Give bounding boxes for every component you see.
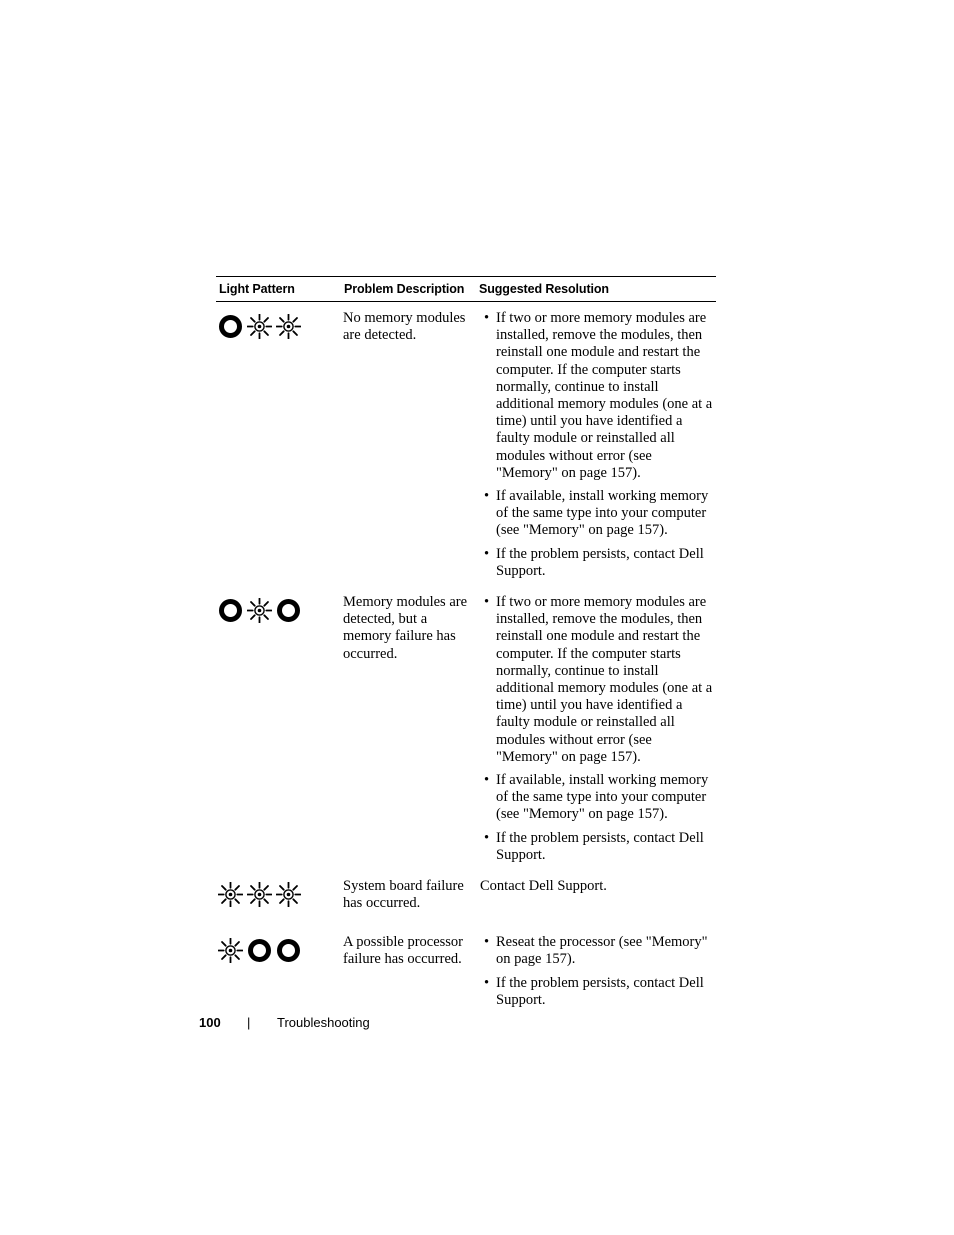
resolution-item: • If two or more memory modules are installed, remove the modules, then reinstall one module and restart the computer. If the computer starts normally, continue to install additional memory modules (one at a time) until you have identified a faulty module or reinstalled all modules without error (see "Memory" on page 157).: [480, 310, 716, 482]
table-row: [216, 870, 716, 926]
light-on-icon: [247, 882, 272, 907]
resolution-item: • If available, install working memory of the same type into your computer (see "Memory" on page 157).: [480, 772, 716, 824]
suggested-resolution: [476, 870, 716, 926]
light-pattern-cell: [216, 302, 341, 587]
troubleshooting-table: [216, 276, 716, 1015]
light-off-icon: [276, 598, 301, 623]
table-row: [216, 302, 716, 587]
suggested-resolution: [476, 926, 716, 1015]
light-off-icon: [218, 598, 243, 623]
resolution-list: [480, 934, 716, 1009]
problem-description: Memory modules are detected, but a memory failure has occurred.: [343, 594, 468, 662]
resolution-item: • Reseat the processor (see "Memory" on page 157).: [480, 934, 716, 968]
page-number: 100: [199, 1015, 221, 1030]
header-suggested-resolution: Suggested Resolution: [476, 277, 716, 302]
problem-description: No memory modules are detected.: [343, 310, 466, 344]
light-on-icon: [276, 882, 301, 907]
header-problem-description: Problem Description: [341, 277, 476, 302]
resolution-item: • If two or more memory modules are installed, remove the modules, then reinstall one module and restart the computer. If the computer starts normally, continue to install additional memory modules (one at a time) until you have identified a faulty module or reinstalled all modules without error (see "Memory" on page 157).: [480, 594, 716, 766]
resolution-item: • If the problem persists, contact Dell Support.: [480, 546, 716, 580]
resolution-item: • If the problem persists, contact Dell Support.: [480, 975, 716, 1009]
problem-description: A possible processor failure has occurred.: [343, 934, 464, 968]
resolution-item: • If the problem persists, contact Dell Support.: [480, 830, 716, 864]
light-pattern: [218, 937, 341, 963]
light-on-icon: [218, 882, 243, 907]
table-row: [216, 926, 716, 1015]
suggested-resolution: [476, 302, 716, 587]
section-title: Troubleshooting: [277, 1015, 370, 1030]
light-off-icon: [218, 314, 243, 339]
resolution-item: • If available, install working memory of the same type into your computer (see "Memory" on page 157).: [480, 488, 716, 540]
light-pattern-cell: [216, 870, 341, 926]
light-on-icon: [218, 938, 243, 963]
suggested-resolution: [476, 586, 716, 870]
table-row: [216, 586, 716, 870]
light-pattern-cell: [216, 586, 341, 870]
footer-separator: |: [247, 1015, 251, 1030]
light-on-icon: [247, 598, 272, 623]
light-pattern-cell: [216, 926, 341, 1015]
light-pattern: [218, 313, 341, 339]
header-light-pattern: Light Pattern: [216, 277, 341, 302]
light-off-icon: [276, 938, 301, 963]
light-on-icon: [276, 314, 301, 339]
light-pattern: [218, 597, 341, 623]
light-pattern: [218, 881, 341, 907]
resolution-text: Contact Dell Support.: [480, 878, 607, 895]
table-header-row: [216, 277, 716, 302]
resolution-list: [480, 594, 716, 864]
resolution-list: [480, 310, 716, 580]
light-off-icon: [247, 938, 272, 963]
light-on-icon: [247, 314, 272, 339]
problem-description: System board failure has occurred.: [343, 878, 464, 912]
